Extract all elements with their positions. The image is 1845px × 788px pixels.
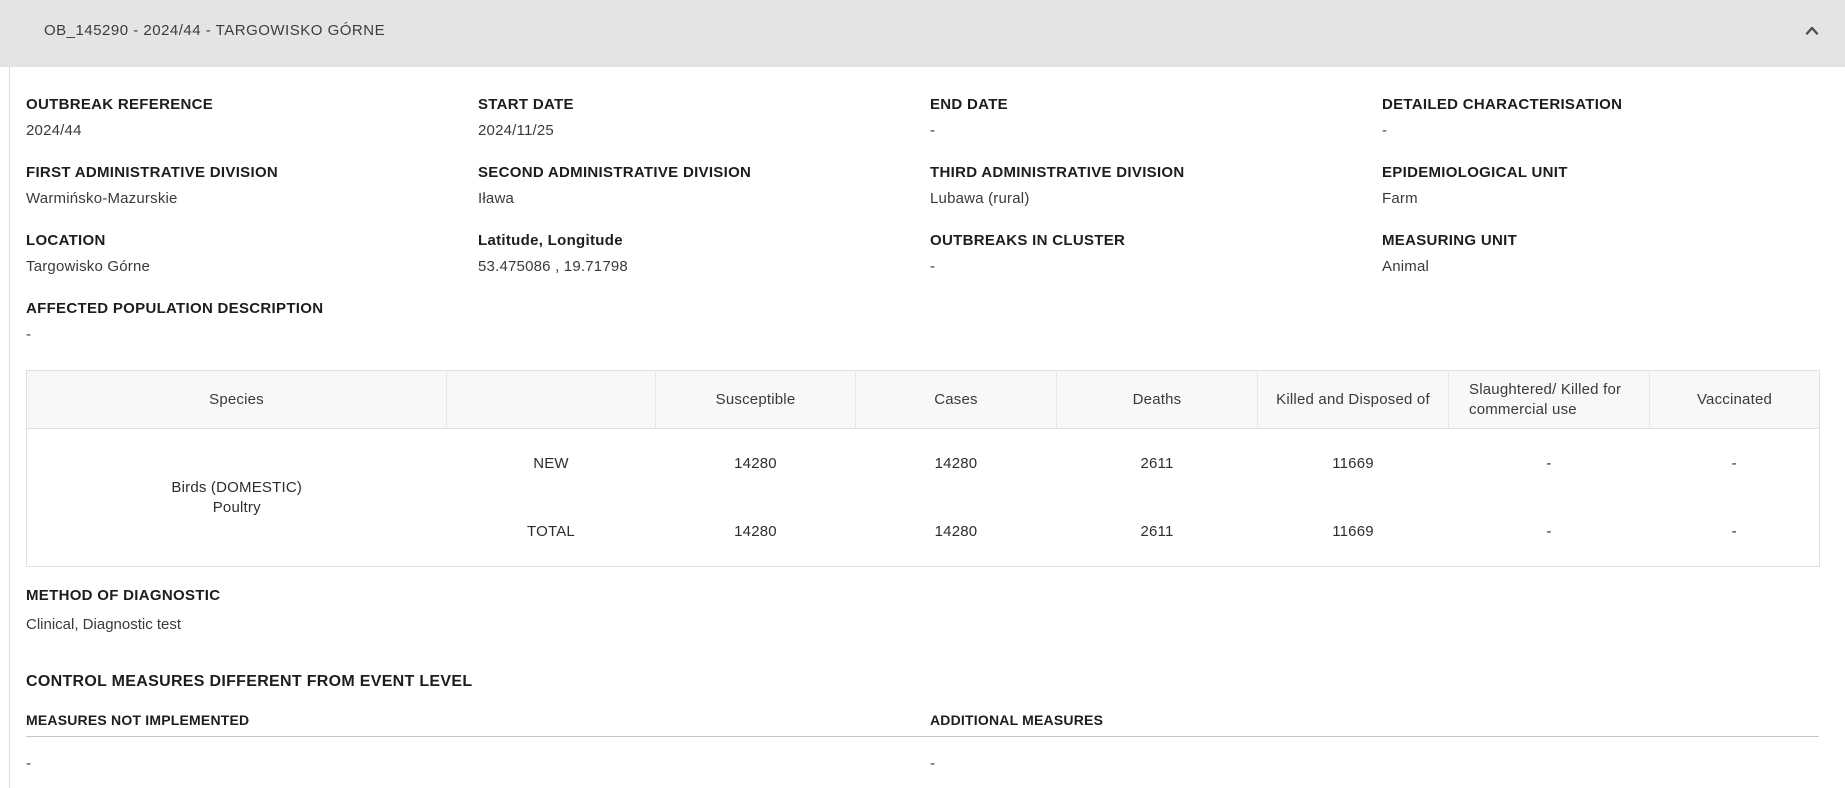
col-header-susceptible: Susceptible xyxy=(656,371,856,429)
field-value: Animal xyxy=(1382,258,1430,275)
field-measuring-unit xyxy=(1382,232,1834,276)
field-label: OUTBREAKS IN CLUSTER xyxy=(930,232,1126,249)
species-name: Birds (DOMESTIC) xyxy=(171,478,303,496)
field-outbreaks-in-cluster xyxy=(930,232,1382,276)
control-measures-heading: CONTROL MEASURES DIFFERENT FROM EVENT LEVEL xyxy=(26,673,473,690)
field-label: END DATE xyxy=(930,96,1008,113)
additional-measures-column xyxy=(930,712,1819,772)
species-quantities-table xyxy=(26,370,1820,567)
field-third-admin-division xyxy=(930,164,1382,208)
outbreak-fields-grid xyxy=(26,96,1819,368)
field-end-date xyxy=(930,96,1382,140)
cell-new-killed-disposed: 11669 xyxy=(1332,454,1374,472)
control-measures-columns xyxy=(26,712,1819,772)
field-affected-population-description xyxy=(26,300,478,344)
field-value: - xyxy=(26,326,32,343)
col-header-deaths: Deaths xyxy=(1057,371,1258,429)
measures-not-implemented-label: MEASURES NOT IMPLEMENTED xyxy=(26,712,930,737)
field-detailed-characterisation xyxy=(1382,96,1834,140)
outbreak-accordion-title: OB_145290 - 2024/44 - TARGOWISKO GÓRNE xyxy=(44,22,386,39)
measures-not-implemented-value: - xyxy=(26,755,31,772)
field-value: 2024/44 xyxy=(26,122,82,139)
cell-total-label: TOTAL xyxy=(527,523,575,541)
cell-new-cases: 14280 xyxy=(934,454,978,472)
cell-total-killed-disposed: 11669 xyxy=(1332,523,1374,541)
field-label: AFFECTED POPULATION DESCRIPTION xyxy=(26,300,324,317)
cell-new-susceptible: 14280 xyxy=(734,454,777,472)
cell-total-vaccinated: - xyxy=(1731,523,1737,541)
field-epidemiological-unit xyxy=(1382,164,1834,208)
chevron-up-icon[interactable] xyxy=(1803,22,1821,40)
field-label: FIRST ADMINISTRATIVE DIVISION xyxy=(26,164,279,181)
field-value: 53.475086 , 19.71798 xyxy=(478,258,628,275)
outbreak-accordion-header[interactable] xyxy=(0,0,1845,67)
field-label: START DATE xyxy=(478,96,574,113)
col-header-measurement xyxy=(447,371,656,429)
field-label: OUTBREAK REFERENCE xyxy=(26,96,214,113)
field-label: LOCATION xyxy=(26,232,106,249)
col-header-slaughtered-text: Slaughtered/ Killed for commercial use xyxy=(1469,380,1622,418)
field-label: EPIDEMIOLOGICAL UNIT xyxy=(1382,164,1568,181)
cell-total-susceptible: 14280 xyxy=(734,523,777,541)
cell-new-vaccinated: - xyxy=(1731,454,1737,472)
method-of-diagnostic-value: Clinical, Diagnostic test xyxy=(26,616,182,633)
field-label: SECOND ADMINISTRATIVE DIVISION xyxy=(478,164,752,181)
additional-measures-label: ADDITIONAL MEASURES xyxy=(930,712,1819,737)
field-location xyxy=(26,232,478,276)
method-of-diagnostic-label: METHOD OF DIAGNOSTIC xyxy=(26,587,221,604)
table-row-new xyxy=(27,429,1820,498)
field-value: - xyxy=(930,122,936,139)
col-header-slaughtered xyxy=(1449,371,1650,429)
field-latitude-longitude xyxy=(478,232,930,276)
field-value: 2024/11/25 xyxy=(478,122,554,139)
col-header-cases: Cases xyxy=(856,371,1057,429)
field-value: Warmińsko-Mazurskie xyxy=(26,190,178,207)
field-start-date xyxy=(478,96,930,140)
field-value: Lubawa (rural) xyxy=(930,190,1030,207)
additional-measures-value: - xyxy=(930,755,935,772)
field-label: DETAILED CHARACTERISATION xyxy=(1382,96,1623,113)
cell-new-deaths: 2611 xyxy=(1140,454,1174,472)
species-subtype: Poultry xyxy=(212,498,261,516)
field-value: - xyxy=(930,258,936,275)
field-value: - xyxy=(1382,122,1388,139)
cell-new-slaughtered: - xyxy=(1546,454,1552,472)
cell-total-deaths: 2611 xyxy=(1140,523,1174,541)
outbreak-details-panel xyxy=(9,67,1845,788)
cell-total-slaughtered: - xyxy=(1546,523,1552,541)
col-header-vaccinated: Vaccinated xyxy=(1650,371,1820,429)
col-header-killed-disposed: Killed and Disposed of xyxy=(1258,371,1449,429)
field-label: MEASURING UNIT xyxy=(1382,232,1518,249)
col-header-species: Species xyxy=(27,371,447,429)
species-cell xyxy=(27,429,447,567)
cell-new-label: NEW xyxy=(533,454,569,472)
field-first-admin-division xyxy=(26,164,478,208)
field-second-admin-division xyxy=(478,164,930,208)
species-table-header xyxy=(27,371,1820,429)
field-outbreak-reference xyxy=(26,96,478,140)
field-label: Latitude, Longitude xyxy=(478,232,623,249)
method-of-diagnostic-section xyxy=(26,587,1819,634)
field-label: THIRD ADMINISTRATIVE DIVISION xyxy=(930,164,1185,181)
field-value: Farm xyxy=(1382,190,1418,207)
field-value: Iława xyxy=(478,190,515,207)
field-value: Targowisko Górne xyxy=(26,258,151,275)
measures-not-implemented-column xyxy=(26,712,930,772)
cell-total-cases: 14280 xyxy=(934,523,978,541)
